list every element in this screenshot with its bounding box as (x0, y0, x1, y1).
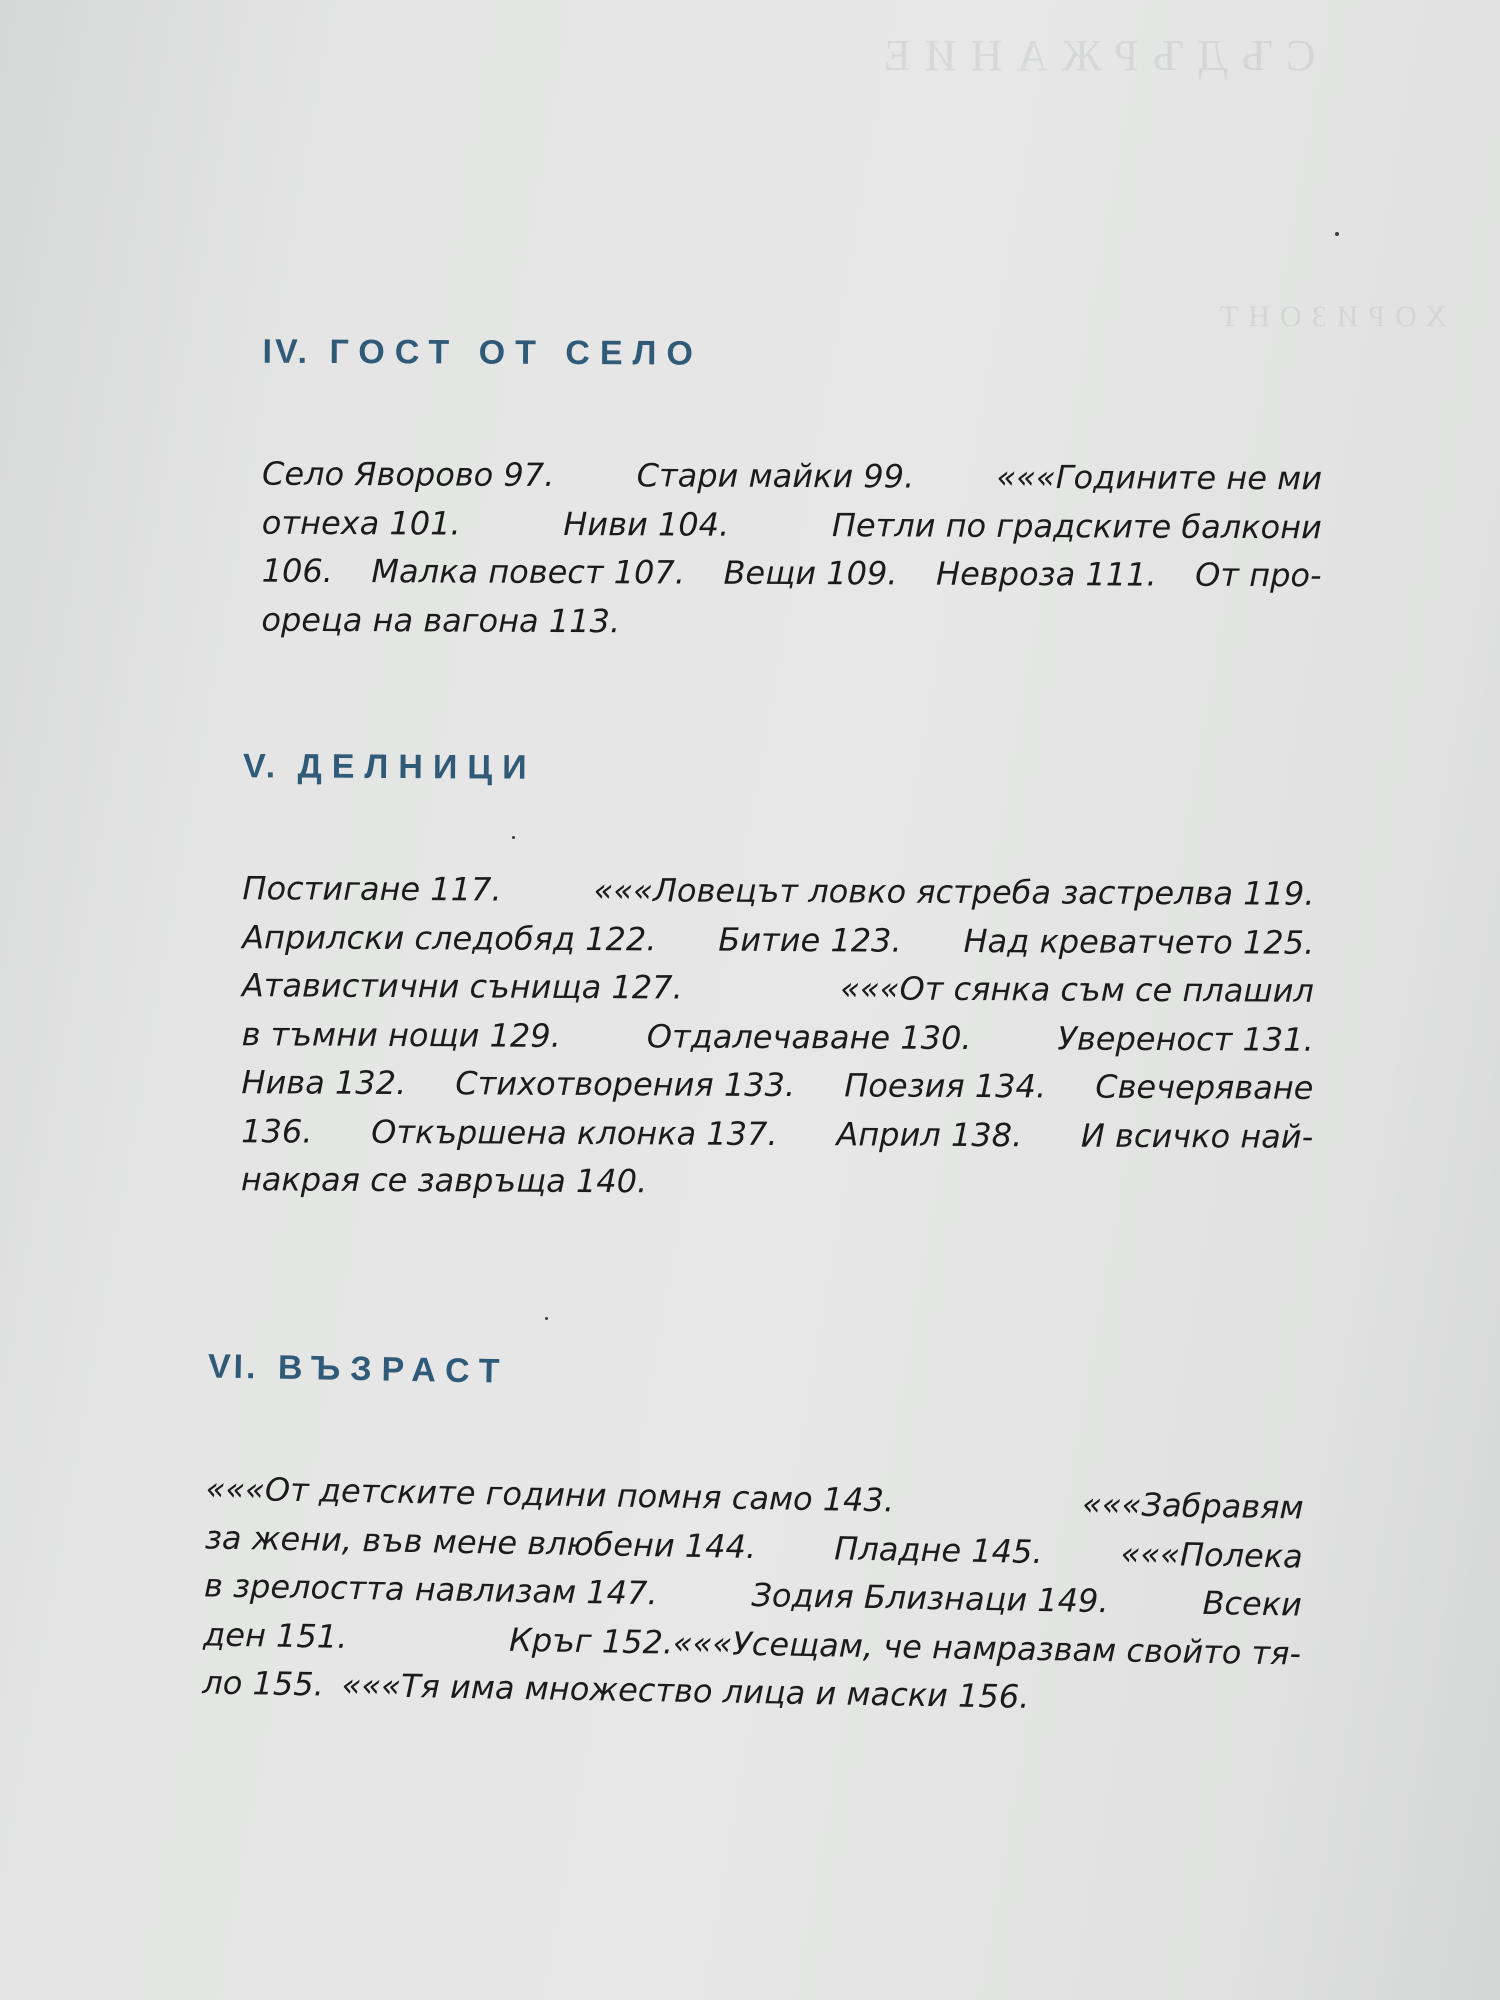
section-vi (202, 1347, 1306, 1726)
contents-entry: ден 151. (202, 1614, 348, 1656)
contents-entry: Над креватчето 125. (963, 921, 1315, 962)
section-heading (208, 1347, 1307, 1405)
section-heading (263, 333, 1323, 377)
contents-entry: Стари майки 99. (636, 456, 915, 496)
contents-entries (202, 1464, 1304, 1726)
contents-entry: 106. (261, 551, 333, 590)
contents-entry: «««Ловецът ловко ястреба застрелва 119. (593, 871, 1315, 913)
contents-entry: От про- (1195, 555, 1322, 595)
bleed-through-text: ХОРИЗОНТ (1210, 300, 1447, 333)
text-line (242, 913, 1314, 967)
contents-entry: отнеха 101. (261, 503, 461, 543)
text-line (261, 595, 1321, 648)
contents-entry: за жени, във мене влюбени 144. (204, 1517, 757, 1566)
ink-speck (545, 1317, 548, 1320)
contents-entry: «««От детските години помня само 143. (205, 1469, 895, 1520)
contents-entry: ло 155. (202, 1663, 325, 1704)
section-heading (243, 747, 1315, 792)
contents-entry: Зодия Близнаци 149. (751, 1575, 1109, 1621)
section-number: V. (243, 747, 279, 786)
contents-entry: Увереност 131. (1057, 1018, 1314, 1059)
contents-entry: 136. (241, 1111, 313, 1151)
contents-entry: в тъмни нощи 129. (241, 1014, 561, 1055)
text-line (242, 864, 1314, 918)
contents-entry: Априлски следобяд 122. (242, 917, 657, 958)
contents-entry: Стихотворения 133. (455, 1064, 796, 1105)
contents-entry: Откършена клонка 137. (371, 1112, 778, 1153)
contents-entry: в зрелостта навлизам 147. (203, 1566, 658, 1613)
contents-entry: Отдалечаване 130. (646, 1016, 972, 1057)
text-line (262, 498, 1322, 551)
contents-entry: «««От сянка съм се плашил (840, 969, 1315, 1010)
contents-entry: Кръг 152.«««Усещам, че намразвам свойто тя- (508, 1620, 1302, 1673)
text-line (241, 1107, 1313, 1161)
contents-entry: И всичко най- (1080, 1116, 1314, 1156)
contents-entry: Вещи 109. (723, 553, 898, 593)
contents-entry: Всеки (1202, 1583, 1303, 1624)
section-v (241, 747, 1315, 1209)
contents-entry: «««Полека (1120, 1533, 1304, 1576)
contents-entry: «««Забравям (1082, 1484, 1304, 1527)
section-title: ГОСТ ОТ СЕЛО (329, 332, 703, 373)
contents-entry: Пладне 145. (834, 1528, 1043, 1571)
contents-entry: Ниви 104. (563, 504, 730, 544)
contents-entry: Постигане 117. (242, 869, 502, 909)
text-line (241, 1155, 1313, 1209)
contents-entry: ореца на вагона 113. (261, 600, 621, 640)
contents-entry: накрая се завръща 140. (240, 1160, 648, 1201)
bleed-through-text: СЪДЪРЖАНИЕ (870, 31, 1316, 80)
contents-entry: Април 138. (836, 1114, 1023, 1154)
section-title: ДЕЛНИЦИ (297, 747, 537, 787)
text-line (262, 547, 1322, 600)
contents-entry: Поезия 134. (844, 1066, 1047, 1106)
text-line (242, 1010, 1314, 1064)
contents-entry: Петли по градските балкони (831, 505, 1322, 546)
section-iv (261, 333, 1322, 649)
contents-entries (261, 450, 1322, 649)
contents-entries (241, 864, 1315, 1209)
section-title: ВЪЗРАСТ (277, 1348, 510, 1391)
contents-entry: Село Яворово 97. (261, 454, 555, 494)
section-number: IV. (262, 332, 311, 371)
contents-entry: «««Годините не ми (996, 457, 1323, 498)
section-number: VI. (207, 1347, 259, 1387)
contents-entry: Атавистични сънища 127. (241, 966, 683, 1007)
contents-entry: Свечеряване (1095, 1067, 1314, 1107)
contents-entry: Битие 123. (718, 920, 902, 960)
ink-speck (1335, 232, 1339, 236)
contents-entry: Невроза 111. (936, 554, 1157, 594)
text-line (241, 1058, 1313, 1112)
contents-entry: Малка повест 107. (371, 552, 686, 592)
text-line (262, 450, 1322, 503)
text-line (242, 961, 1314, 1015)
contents-entry: «««Тя има множество лица и маски 156. (341, 1665, 1030, 1716)
contents-entry: Нива 132. (241, 1063, 407, 1103)
